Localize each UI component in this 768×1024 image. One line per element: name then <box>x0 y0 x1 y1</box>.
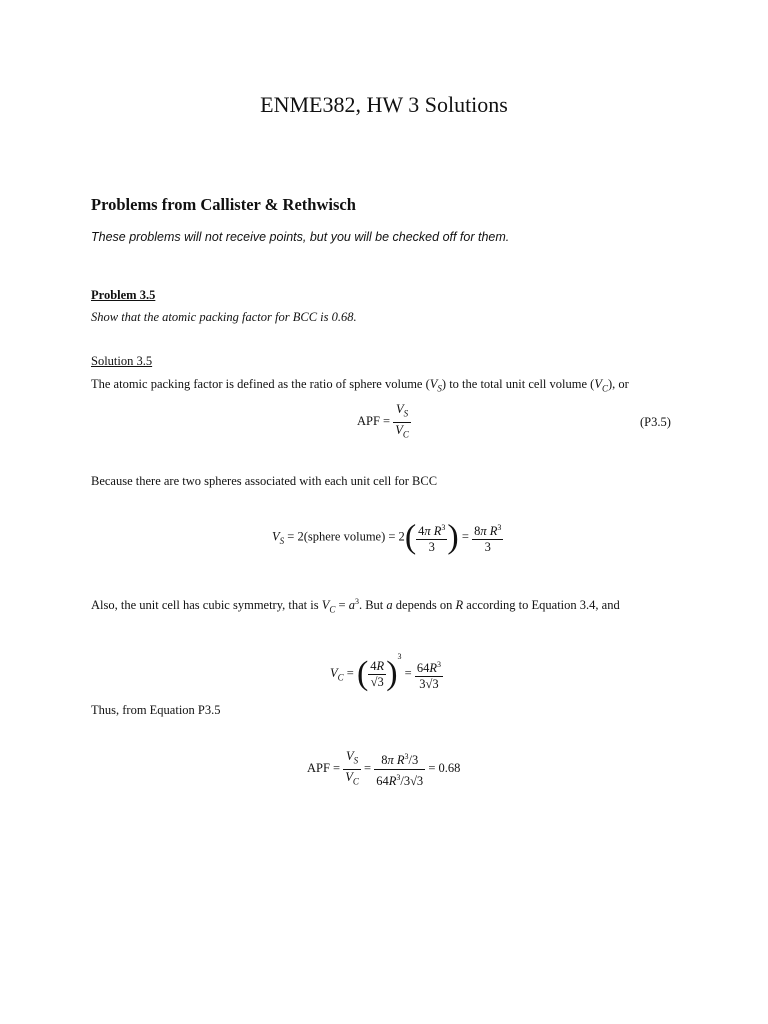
solution-intro: The atomic packing factor is defined as the ratio of sphere volume $(V_S)$ to the total unit cell volume $(V_C)$, or <box>91 377 629 394</box>
equation-sphere-volume: $V_S$ = 2(sphere volume) = 2( $\frac{4\pi R^3}{3}$ ) = $\frac{8\pi R^3}{3}$ <box>272 518 502 556</box>
equation-apf-result: APF = $\frac{V_S}{V_C}$ = $\frac{8\pi R^3/3}{64R^3/3√3}$ = 0.68 <box>307 749 461 788</box>
equation-cell-volume: $V_C$ = ( $\frac{4R}{√3}$ )$^3$ = $\frac{64R^3}{3√3}$ <box>330 652 441 693</box>
paragraph-cubic-symmetry: Also, the unit cell has cubic symmetry, that is $V_C = a^3$. But a depends on R according to Equation 3.4, and <box>91 597 620 615</box>
equation-apf-definition: APF = $\frac{V_S}{V_C}$ <box>357 402 409 439</box>
equation-label: (P3.5) <box>640 415 671 429</box>
section-note: These problems will not receive points, but you will be checked off for them. <box>91 230 510 244</box>
paragraph-thus: Thus, from Equation P3.5 <box>91 703 221 717</box>
solution-title: Solution 3.5 <box>91 354 153 368</box>
section-heading: Problems from Callister & Rethwisch <box>91 195 356 214</box>
problem-title: Problem 3.5 <box>91 288 156 302</box>
problem-statement: Show that the atomic packing factor for BCC is 0.68. <box>91 310 357 324</box>
document-title: ENME382, HW 3 Solutions <box>260 92 508 117</box>
paragraph-bcc-spheres: Because there are two spheres associated with each unit cell for BCC <box>91 474 438 488</box>
